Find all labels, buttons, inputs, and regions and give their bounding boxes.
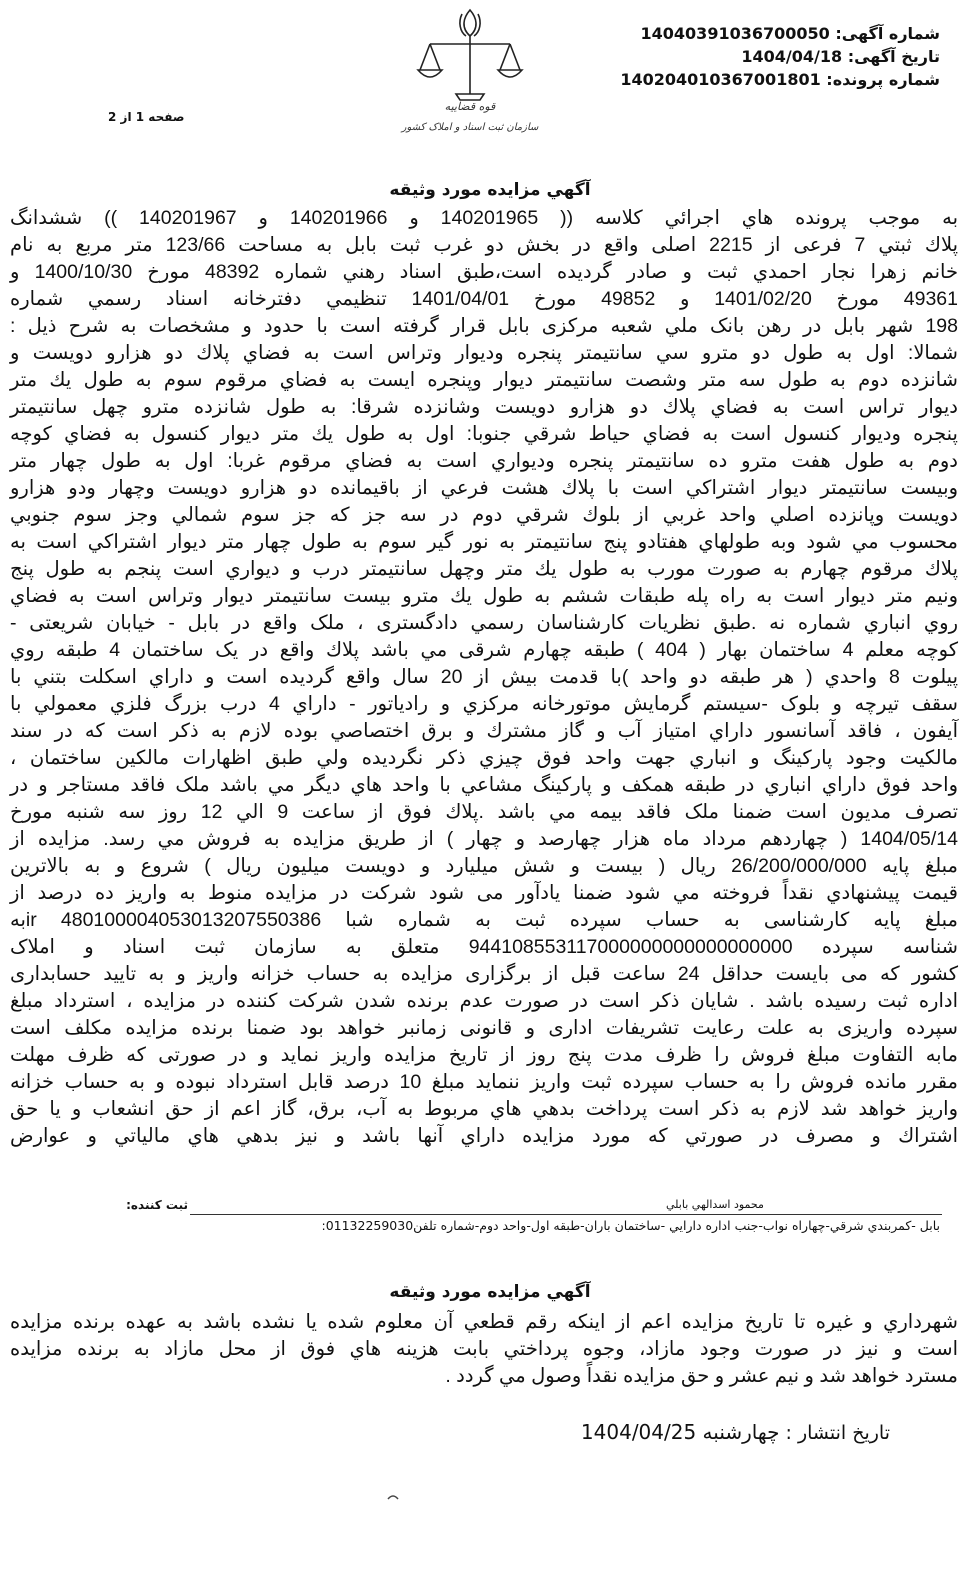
body-line: خانم زهرا نجار احمدي ثبت و صادر گرديده است،طبق اسناد رهني شماره 48392 مورخ 1400/10/30 و xyxy=(10,261,958,283)
body-line: 49361 مورخ 1401/02/20 و 49852 مورخ 1401/04/01 تنظيمي دفترخانه اسناد رسمي شماره xyxy=(10,288,958,310)
body-line: اشتراك و مصرف در صورتي كه مورد مزايده داراي آنها باشد و نيز بدهي هاي مالياتي و عوارض xyxy=(10,1125,958,1147)
publish-date: چهارشنبه 1404/04/25 xyxy=(580,1420,780,1444)
notice-title-continued: آگهي مزايده مورد وثيقه xyxy=(389,1282,591,1302)
body-line: سقف تيرچه و بلوک -سيستم گرمايش موتورخانه مركزي و رادياتور - داراي 4 درب بزرگ فلزي معمولي با xyxy=(10,693,958,715)
body-line: واريز خواهد شد لازم به ذكر است پرداخت بدهي هاي مربوط به آب، برق، گاز اعم از حق انشعاب و يا حق xyxy=(10,1098,958,1120)
body-line: اداره ثبت رسيده باشد . شايان ذكر است در صورت عدم برنده شدن شركت كننده در مزايده ، استرداد مبلغ xyxy=(10,990,958,1012)
judiciary-text: قوه قضاییه xyxy=(444,100,496,113)
notice-date-line xyxy=(640,45,940,68)
publish-date-label: تاريخ انتشار : xyxy=(785,1422,890,1444)
body-line: مقرر مانده فروش را به حساب سپرده ثبت واريز ننمايد مبلغ 10 درصد قابل استرداد نبوده و به حساب خزانه xyxy=(10,1071,959,1093)
body-line: كشور كه می بايست حداقل 24 ساعت قبل از برگزاری مزايده به حساب خزانه واريز و به تاييد حسابداری xyxy=(10,963,958,985)
body-line: پلاك مرقوم چهارم به صورت مورب به طول يك متر وچهل سانتيمتر درب و ديواري است پنجم به طول پنج xyxy=(10,558,958,580)
body-line: شناسه سپرده 944108553117000000000000000000 متعلق به سازمان ثبت اسناد و املاک xyxy=(10,936,958,958)
body-line: مبلغ پايه 26/200/000/000 ريال ( بيست و شش ميليارد و دويست ميليون ريال ) شروع و به بالاترين xyxy=(10,855,958,877)
publish-date-line xyxy=(581,1420,890,1444)
page-number: صفحه 1 از 2 xyxy=(108,110,185,124)
body-line: ديوار تراس است به فضاي پلاك دو هزارو دويست وشانزده شرقا: به طول شانزده مترو چهل سانتيمتر xyxy=(10,396,958,418)
body-line: به موجب پرونده هاي اجرائي كلاسه (( 140201965 و 140201966 و 140201967 )) ششدانگ xyxy=(10,207,958,229)
body-line: مالكيت وجود پاركينگ و انباري جهت واحد فوق چيزي ذكر نگرديده ولي طبق اظهارات مالكين ساختمان ، xyxy=(10,747,958,769)
body-line: واحد فوق داراي انباري در طبقه همكف و پاركينگ مشاعي با واحد هاي ديگر مي باشد ملک فاقد مستاجر و در xyxy=(10,774,958,796)
signer-name: محمود اسدالهي بابلي xyxy=(666,1198,764,1211)
body-line: پلاك ثبتي 7 فرعی از 2215 اصلی واقع در بخش دو غرب ثبت بابل به مساحت 123/66 متر مربع به نام xyxy=(10,234,959,256)
body-line: 1404/05/14 ( چهاردهم مرداد ماه هزار چهارصد و چهار ) از طريق مزايده به فروش مي رسد. مزايده از xyxy=(10,828,958,850)
body-line: روي انباري شماره نه .طبق نظريات كارشناسان رسمي دادگستری ، ملک واقع در بابل - خيابان شريعتی - xyxy=(10,612,958,634)
body-line: قيمت پيشنهادي نقداً فروخته مي شود ضمنا يادآور می شود شركت در مزايده منوط به واريز ده درصد از xyxy=(10,882,958,904)
body-line: تصرف مديون است ضمنا ملک فاقد بيمه مي باشد .پلاك فوق از ساعت 9 الي 12 روز سه شنبه مورخ xyxy=(10,801,958,823)
notice-date: 1404/04/18 xyxy=(741,47,843,66)
signer-label: ثبت كننده: xyxy=(126,1198,188,1212)
footer-divider xyxy=(190,1214,942,1215)
body-line: شهرداري و غيره تا تاريخ مزايده اعم از اينكه رقم قطعي آن معلوم شده يا نشده باشد به عهده برنده مزايده xyxy=(10,1311,958,1333)
body-line: سپرده واريزی به علت رعايت تشريفات اداری و قانونی زمانبر خواهد بود ضمنا برنده مزايده مكلف است xyxy=(10,1017,958,1039)
file-number-label: شماره پرونده: xyxy=(826,70,940,89)
body-line: شمالا: اول به طول دو مترو سي سانتيمتر پنجره وديوار وتراس است به فضاي پلاك دو هزارو دويست و xyxy=(10,342,958,364)
notice-body xyxy=(10,205,958,1150)
body-line: محسوب مي شود وبه طولهاي هفتادو پنج سانتيمتر به نور گير سوم به طول چهار متر ديوار اشتراكي است به xyxy=(10,531,958,553)
body-line: مبلغ پايه كارشناسی به حساب سپرده ثبت به شماره شبا ir 480100004053013207550386به xyxy=(10,909,958,931)
page-mark-icon xyxy=(386,1492,400,1502)
judiciary-emblem-icon xyxy=(400,4,540,140)
body-line: پنجره وديوار كنسول است به فضاي حياط شرقي جنوبا: اول به طول يك متر ديوار كنسول به فضاي كوچه xyxy=(10,423,958,445)
body-line: دوم به طول هفت مترو ده سانتيمتر پنجره وديواري است به فضاي مرقوم غربا: اول به طول چهار متر xyxy=(10,450,958,472)
organization-name: سازمان ثبت اسناد و املاک کشور xyxy=(401,122,539,133)
notice-title: آگهي مزايده مورد وثيقه xyxy=(389,180,591,200)
body-line: 198 شهر بابل در رهن بانک ملي شعبه مرکزی بابل قرار گرفته است با حدود و مشخصات به شرح ذيل : xyxy=(10,315,958,337)
body-line: وبيست سانتيمتر ديوار اشتراكي است با پلاك هشت فرعي از باقيمانده دو هزارو دويست وچهار ودو هزارو xyxy=(10,477,958,499)
body-line: آيفون ، فاقد آسانسور داراي امتياز آب و گاز مشترك و برق اختصاصي بوده لازم به ذكر است كه در سند xyxy=(10,720,958,742)
body-line: است و نيز در صورت وجود مازاد، وجوه پرداختي بابت هزينه هاي فوق از محل مازاد به برنده مزايده xyxy=(10,1338,958,1360)
file-number-line xyxy=(620,68,940,91)
notice-number-label: شماره آگهی: xyxy=(835,24,940,43)
body-line: ونيم متر ديوار است به راه پله طبقات ششم به طول يك مترو بيست سانتيمتر ديوار وتراس است به فضاي xyxy=(10,585,958,607)
notice-body-continued xyxy=(10,1309,958,1390)
notice-date-label: تاریخ آگهی: xyxy=(847,47,940,66)
body-line: كوچه معلم 4 ساختمان بهار ( 404 ) طبقه چهارم شرقی مي باشد پلاك واقع در يک ساختمان 4 طبقه روي xyxy=(10,639,959,661)
office-address: بابل -كمربندي شرقي-چهاراه نواب-جنب اداره دارايي -ساختمان باران-طبقه اول-واحد دوم-شماره تلفن01132259030: xyxy=(321,1218,940,1233)
body-line: دويست وپانزده اصلي واحد غربي از بلوك شرقي دوم در سه جز كه جز سوم شمالي وجز سوم جنوبي xyxy=(10,504,958,526)
body-line: پيلوت 8 واحدي ( هر طبقه دو واحد )با قدمت بيش از 20 سال واقع گرديده است و داراي اسكلت بتني با xyxy=(10,666,958,688)
notice-number-line xyxy=(640,22,940,45)
body-line: شانزده دوم به طول سه متر وشصت سانتيمتر ديوار وپنجره ايست به فضاي مرقوم سوم به طول يك متر xyxy=(10,369,958,391)
body-line: مابه التفاوت مبلغ فروش را ظرف مدت پنج روز از تاريخ مزايده واريز نمايد و در صورتی كه ظرف مهلت xyxy=(10,1044,958,1066)
notice-meta xyxy=(620,22,940,91)
body-line: مسترد خواهد شد و نيم عشر و حق مزايده نقداً وصول مي گردد . xyxy=(445,1365,958,1387)
notice-number: 14040391036700050 xyxy=(640,24,830,43)
file-number: 140204010367001801 xyxy=(620,70,821,89)
